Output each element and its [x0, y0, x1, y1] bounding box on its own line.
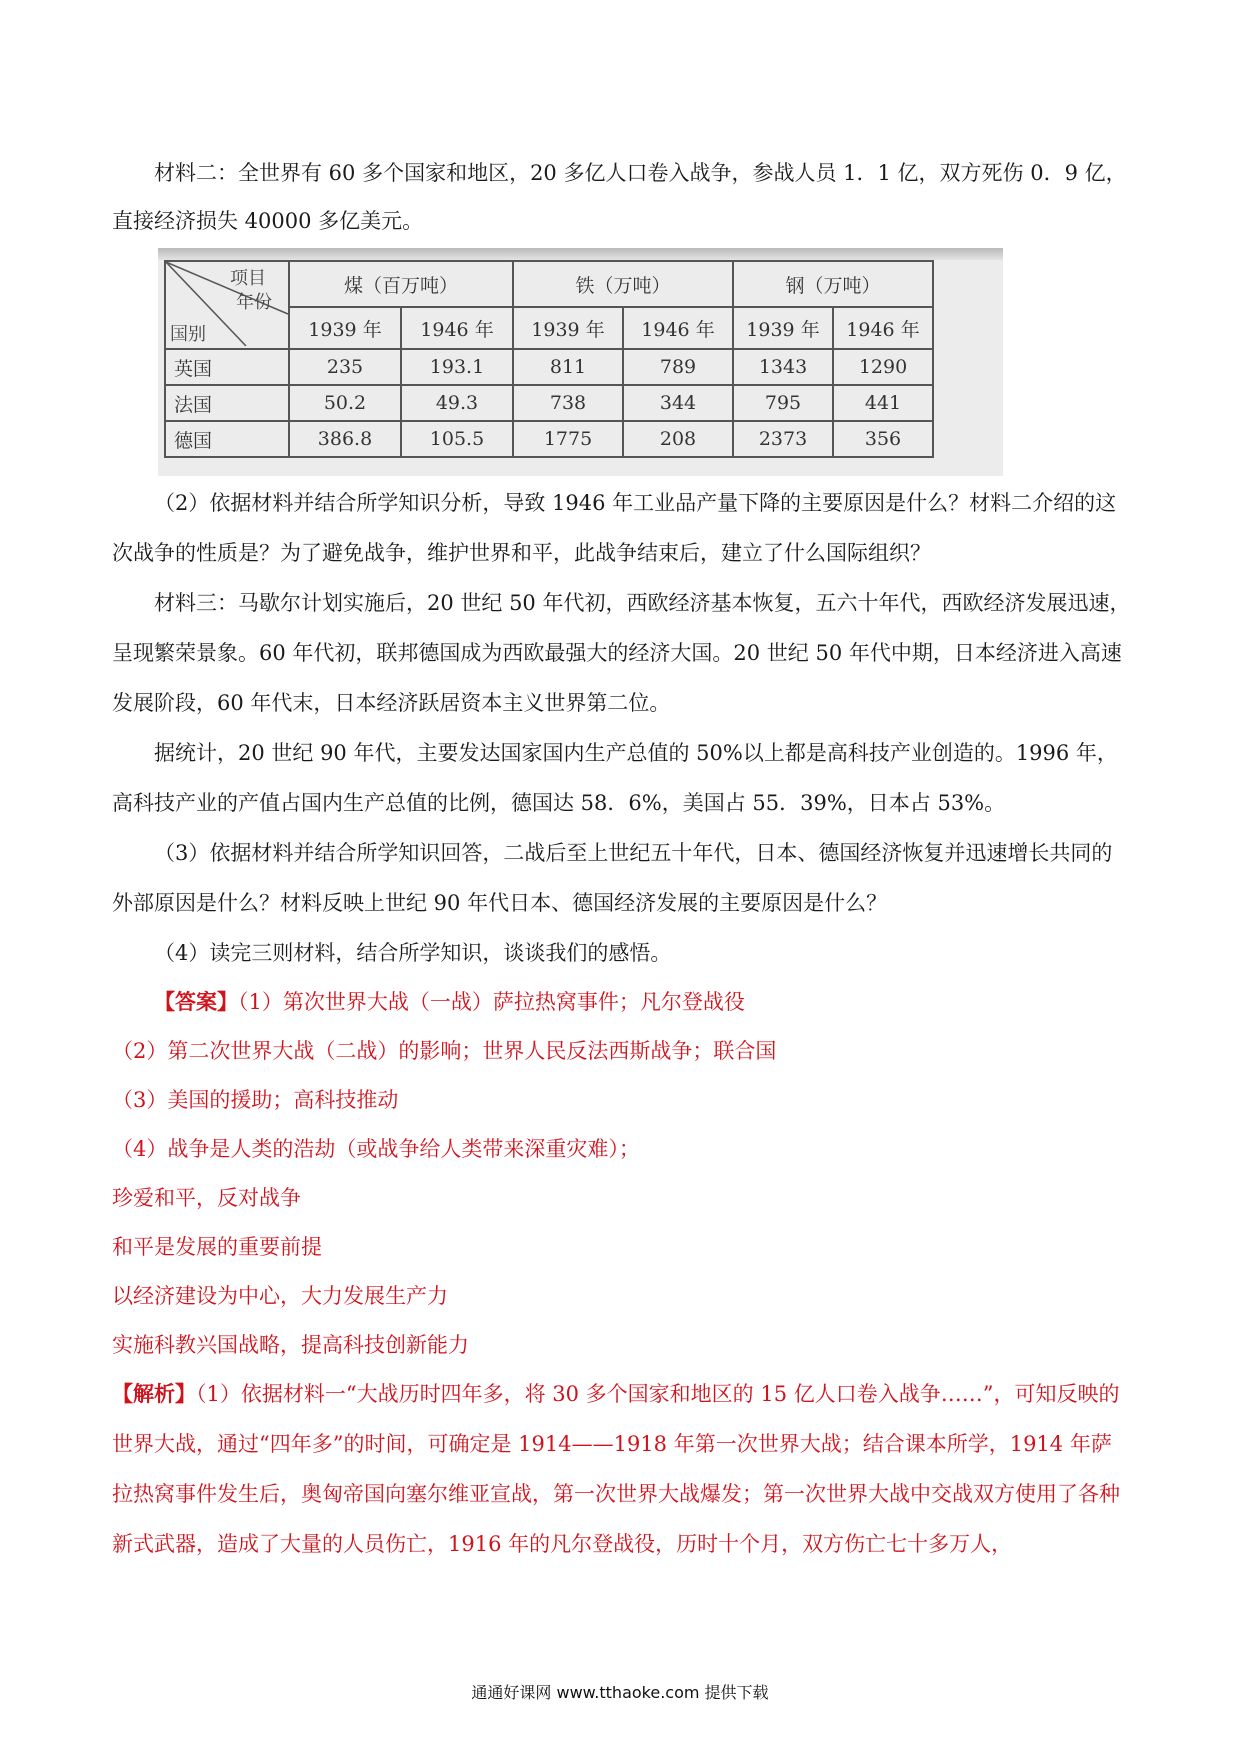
table-row [165, 385, 933, 421]
diag-item: 项目 [230, 268, 266, 289]
value-cell: 356 [833, 421, 933, 457]
answer-3: （3）美国的援助；高科技推动 [112, 1088, 399, 1112]
material2-line2: 直接经济损失 40000 多亿美元。 [112, 209, 424, 233]
material3-paragraph1: 材料三：马歇尔计划实施后，20 世纪 50 年代初，西欧经济基本恢复，五六十年代，西欧经济发展迅速，呈现繁荣景象。60 年代初，联邦德国成为西欧最强大的经济大国。20 世纪 50 年代中期，日本经济进入高速发展阶段，60 年代末，日本经济跃居资本主义世界第二位。 [112, 591, 1131, 715]
answer-4: （4）战争是人类的浩劫（或战争给人类带来深重灾难）； [112, 1137, 640, 1161]
group-steel: 钢（万吨） [733, 261, 933, 307]
year-header: 1946 年 [833, 307, 933, 349]
value-cell: 49.3 [401, 385, 513, 421]
year-header: 1939 年 [733, 307, 833, 349]
value-cell: 386.8 [289, 421, 401, 457]
value-cell: 235 [289, 349, 401, 385]
answer-5: 珍爱和平，反对战争 [112, 1186, 301, 1210]
value-cell: 811 [513, 349, 623, 385]
country-cell: 英国 [165, 349, 289, 385]
page-footer: 通通好课网 www.tthaoke.com 提供下载 [471, 1683, 769, 1702]
diag-year: 年份 [236, 292, 272, 313]
question-4: （4）读完三则材料，结合所学知识，谈谈我们的感悟。 [154, 941, 672, 965]
answer-line1 [112, 977, 1132, 1027]
table-row [165, 421, 933, 457]
material3-paragraph2: 据统计，20 世纪 90 年代，主要发达国家国内生产总值的 50%以上都是高科技产业创造的。1996 年，高科技产业的产值占国内生产总值的比例，德国达 58．6%，美国占 55．39%，日本占 53%。 [112, 741, 1118, 815]
answer-6: 和平是发展的重要前提 [112, 1235, 322, 1259]
value-cell: 738 [513, 385, 623, 421]
analysis-paragraph [112, 1369, 1132, 1569]
group-iron: 铁（万吨） [513, 261, 733, 307]
answer-tag: 【答案】 [154, 989, 238, 1014]
diag-country: 国别 [170, 324, 206, 345]
answer-8: 实施科教兴国战略，提高科技创新能力 [112, 1333, 469, 1357]
value-cell: 344 [623, 385, 733, 421]
value-cell: 789 [623, 349, 733, 385]
production-table [164, 260, 934, 458]
value-cell: 193.1 [401, 349, 513, 385]
analysis-text: （1）依据材料一“大战历时四年多，将 30 多个国家和地区的 15 亿人口卷入战争……”，可知反映的世界大战，通过“四年多”的时间，可确定是 1914——1918 年第一次世界大战；结合课本所学，1914 年萨拉热窝事件发生后，奥匈帝国向塞尔维亚宣战，第一次世界大战爆发；第一次世界大战中交战双方使用了各种新式武器，造成了大量的人员伤亡，1916 年的凡尔登战役，历时十个月，双方伤亡七十多万人， [112, 1382, 1120, 1556]
answer-2: （2）第二次世界大战（二战）的影响；世界人民反法西斯战争；联合国 [112, 1039, 777, 1063]
answer-1: （1）第次世界大战（一战）萨拉热窝事件；凡尔登战役 [238, 990, 745, 1014]
scan-edge [158, 248, 1003, 260]
country-cell: 法国 [165, 385, 289, 421]
table-diagonal-header [165, 261, 289, 349]
material2-line1: 材料二：全世界有 60 多个国家和地区，20 多亿人口卷入战争，参战人员 1．1 亿，双方死伤 0．9 亿， [154, 161, 1127, 185]
value-cell: 208 [623, 421, 733, 457]
value-cell: 1775 [513, 421, 623, 457]
value-cell: 795 [733, 385, 833, 421]
answer-7: 以经济建设为中心，大力发展生产力 [112, 1284, 448, 1308]
year-header: 1939 年 [289, 307, 401, 349]
production-table-scan [158, 248, 1003, 476]
value-cell: 1290 [833, 349, 933, 385]
year-header: 1946 年 [401, 307, 513, 349]
table-row [165, 349, 933, 385]
year-header: 1946 年 [623, 307, 733, 349]
country-cell: 德国 [165, 421, 289, 457]
value-cell: 1343 [733, 349, 833, 385]
year-header: 1939 年 [513, 307, 623, 349]
value-cell: 2373 [733, 421, 833, 457]
question-2: （2）依据材料并结合所学知识分析，导致 1946 年工业品产量下降的主要原因是什么？材料二介绍的这次战争的性质是？为了避免战争，维护世界和平，此战争结束后，建立了什么国际组织？ [112, 491, 1117, 565]
analysis-tag: 【解析】 [112, 1381, 196, 1406]
value-cell: 441 [833, 385, 933, 421]
group-coal: 煤（百万吨） [289, 261, 513, 307]
value-cell: 50.2 [289, 385, 401, 421]
value-cell: 105.5 [401, 421, 513, 457]
question-3: （3）依据材料并结合所学知识回答，二战后至上世纪五十年代，日本、德国经济恢复并迅速增长共同的外部原因是什么？材料反映上世纪 90 年代日本、德国经济发展的主要原因是什么？ [112, 841, 1113, 915]
